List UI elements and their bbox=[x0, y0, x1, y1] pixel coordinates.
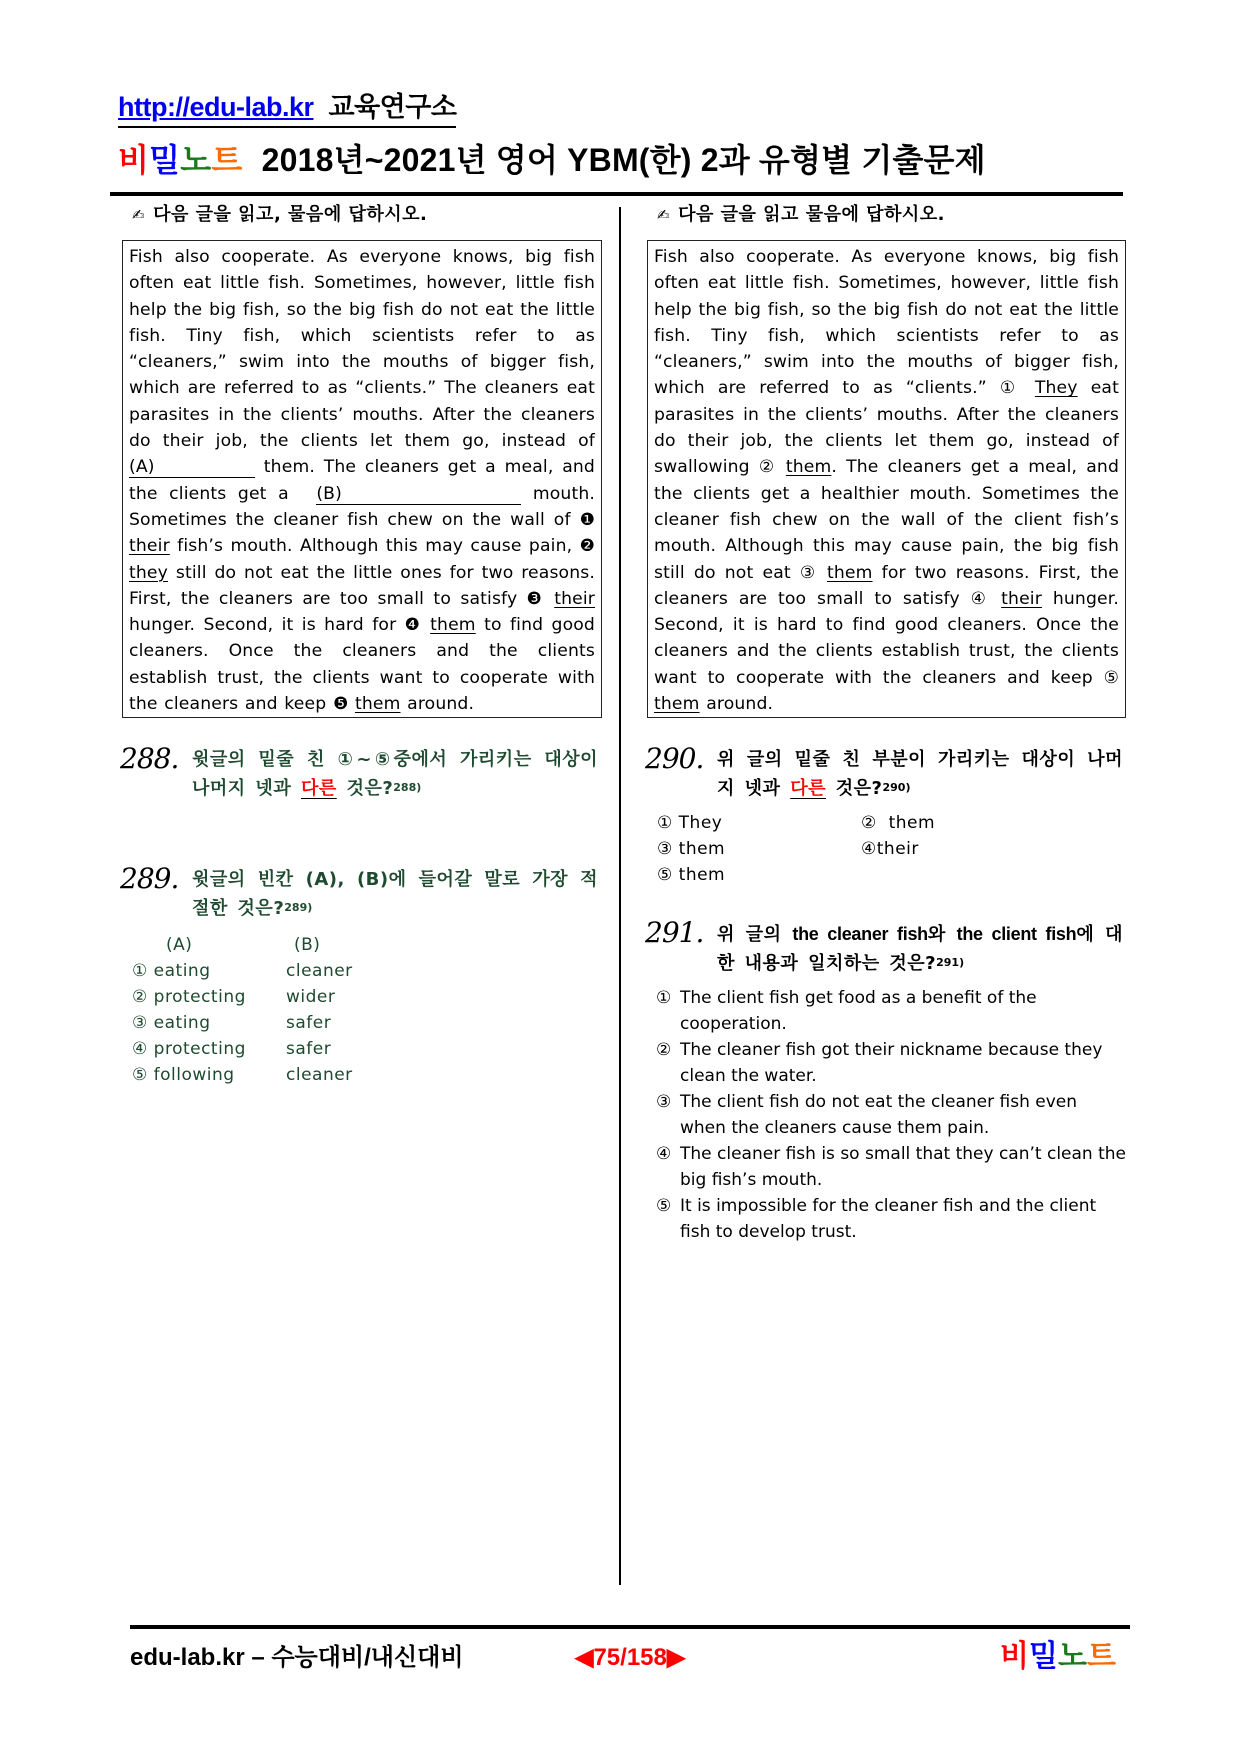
q291-options bbox=[656, 985, 1126, 1245]
blank-b: (B) bbox=[316, 484, 521, 505]
option-5[interactable] bbox=[656, 1193, 1126, 1245]
passage-text: Fish also cooperate. As everyone knows, big fish often eat little fish. Sometimes, however, little fish help the big fish, so the big fish do not eat the little fish. Tiny fish, which scientists refer to as “cleaners,” swim into the mouths of bigger fish, which are referred to as “clients.” bbox=[654, 247, 1119, 399]
option-mark: ④ bbox=[861, 839, 877, 859]
brand-char: 노 bbox=[180, 142, 212, 178]
col-b-header: (B) bbox=[294, 935, 321, 955]
passage-text: around. bbox=[706, 694, 774, 715]
brand-char: 비 bbox=[118, 142, 150, 178]
blank-a: (A) bbox=[129, 457, 255, 478]
option-text: They bbox=[678, 813, 723, 833]
passage-text: around. bbox=[407, 694, 475, 715]
option-mark: ④ bbox=[656, 1144, 672, 1164]
instruction-text: 다음 글을 읽고, 물음에 답하시오. bbox=[153, 204, 428, 225]
marker-1: ❶ bbox=[579, 509, 595, 530]
passage-text: fish’s mouth. Although this may cause pain, bbox=[177, 536, 573, 557]
footnote-ref: 289) bbox=[284, 901, 313, 914]
marker-1: ① bbox=[999, 378, 1022, 399]
option-a: following bbox=[153, 1065, 235, 1085]
marker-4: ④ bbox=[970, 588, 991, 609]
header-rule bbox=[110, 192, 1123, 196]
passage-text: to find good cleaners. Once the cleaners and the clients establish trust, the clients want to cooperate with the cleaners and keep bbox=[129, 615, 595, 715]
question-text-english: the client fish bbox=[956, 924, 1077, 944]
marker-2: ② bbox=[758, 457, 777, 478]
option-a: eating bbox=[153, 1013, 211, 1033]
option-a: eating bbox=[153, 961, 211, 981]
option-4[interactable] bbox=[861, 836, 919, 862]
option-5[interactable] bbox=[132, 1062, 432, 1088]
brand-char: 밀 bbox=[149, 142, 181, 178]
instruction-text: 다음 글을 읽고 물음에 답하시오. bbox=[678, 204, 946, 225]
highlight-different: 다른 bbox=[301, 778, 337, 799]
underlined-word-1: They bbox=[1034, 378, 1078, 399]
option-text: The cleaner fish got their nickname because they clean the water. bbox=[680, 1040, 1103, 1086]
option-3[interactable] bbox=[132, 1010, 432, 1036]
option-mark: ⑤ bbox=[132, 1065, 148, 1085]
column-divider bbox=[619, 207, 621, 1585]
marker-5: ⑤ bbox=[1103, 667, 1119, 688]
page-title bbox=[118, 140, 986, 180]
question-291 bbox=[645, 916, 1123, 980]
option-mark: ② bbox=[656, 1040, 672, 1060]
option-mark: ⑤ bbox=[657, 865, 673, 885]
option-text: It is impossible for the cleaner fish and the client fish to develop trust. bbox=[680, 1196, 1097, 1242]
brand-char: 비 bbox=[1000, 1640, 1029, 1673]
passage-text: for two reasons. First, the cleaners are too small to satisfy bbox=[654, 562, 1119, 609]
question-289 bbox=[120, 862, 598, 926]
option-3[interactable] bbox=[656, 1089, 1126, 1141]
question-text: 것은? bbox=[346, 778, 394, 799]
brand-char: 트 bbox=[211, 142, 243, 178]
question-text: 에 대한 내용과 일치하는 것은? bbox=[717, 924, 1123, 974]
underlined-word-4: them bbox=[430, 615, 476, 636]
site-header-line bbox=[118, 90, 456, 128]
option-mark: ② bbox=[132, 987, 148, 1007]
underlined-word-2: them bbox=[785, 457, 832, 478]
option-2[interactable] bbox=[656, 1037, 1126, 1089]
option-mark: ③ bbox=[657, 839, 673, 859]
option-text: The cleaner fish is so small that they can’t clean the big fish’s mouth. bbox=[680, 1144, 1126, 1190]
option-mark: ③ bbox=[132, 1013, 148, 1033]
underlined-word-5: them bbox=[354, 694, 401, 715]
brand-char: 밀 bbox=[1028, 1640, 1058, 1673]
option-4[interactable] bbox=[656, 1141, 1126, 1193]
question-number: 290. bbox=[645, 742, 704, 775]
passage-text: mouth. Sometimes the cleaner fish chew on the wall of bbox=[129, 483, 595, 530]
brand-logo bbox=[118, 142, 252, 178]
option-mark: ③ bbox=[656, 1092, 672, 1112]
question-number: 291. bbox=[645, 916, 704, 949]
title-text: 2018년~2021년 영어 YBM(한) 2과 유형별 기출문제 bbox=[261, 142, 986, 178]
writing-hand-icon: ✍ bbox=[132, 206, 146, 224]
option-b: safer bbox=[286, 1013, 332, 1033]
highlight-different: 다른 bbox=[790, 778, 826, 799]
option-text: them bbox=[678, 865, 726, 885]
question-text-english: the cleaner fish bbox=[792, 924, 928, 944]
right-passage-box bbox=[647, 240, 1126, 718]
passage-text: Fish also cooperate. As everyone knows, big fish often eat little fish. Sometimes, however, little fish help the big fish, so the big fish do not eat the little fish. Tiny fish, which scientists refer to as “cleaners,” swim into the mouths of bigger fish, which are referred to as “clients.” The cleaners eat parasites in the clients’ mouths. After the cleaners do their job, the clients let them go, instead of bbox=[129, 247, 595, 452]
footer-site: edu-lab.kr – 수능대비/내신대비 bbox=[130, 1644, 464, 1671]
option-text: them bbox=[678, 839, 726, 859]
site-link[interactable]: http://edu-lab.kr bbox=[118, 92, 314, 122]
site-label: 교육연구소 bbox=[328, 92, 457, 122]
footnote-ref: 288) bbox=[393, 781, 422, 794]
footer-rule bbox=[130, 1625, 1130, 1629]
writing-hand-icon: ✍ bbox=[657, 206, 671, 224]
option-mark: ① bbox=[657, 813, 673, 833]
option-text: them bbox=[888, 813, 936, 833]
option-b: cleaner bbox=[286, 961, 353, 981]
underlined-word-3: them bbox=[826, 562, 873, 583]
question-text: 와 bbox=[927, 924, 946, 945]
col-a-header: (A) bbox=[166, 935, 193, 955]
option-a: protecting bbox=[153, 1039, 246, 1059]
left-instruction bbox=[132, 203, 427, 227]
question-number: 289. bbox=[120, 862, 179, 895]
underlined-word-3: their bbox=[554, 588, 595, 609]
marker-5: ❺ bbox=[332, 694, 349, 715]
option-mark: ④ bbox=[132, 1039, 148, 1059]
question-text: 것은? bbox=[835, 778, 883, 799]
question-number: 288. bbox=[120, 742, 179, 775]
q290-options bbox=[657, 810, 1077, 890]
option-mark: ② bbox=[861, 813, 877, 833]
question-text: 위 글의 bbox=[717, 924, 782, 945]
footer-brand-logo bbox=[1000, 1638, 1116, 1676]
option-mark: ① bbox=[656, 988, 672, 1008]
underlined-word-2: they bbox=[129, 562, 168, 583]
option-1[interactable] bbox=[132, 958, 432, 984]
underlined-word-5: them bbox=[654, 694, 700, 715]
left-passage-box bbox=[122, 240, 602, 718]
passage-text: hunger. Second, it is hard for bbox=[129, 615, 397, 636]
underlined-word-4: their bbox=[1001, 588, 1042, 609]
option-2[interactable] bbox=[132, 984, 432, 1010]
question-text: 윗글의 빈칸 (A), (B)에 들어갈 말로 가장 적절한 것은? bbox=[192, 869, 598, 919]
passage-text: them. The cleaners get a meal, and the clients get a bbox=[129, 457, 595, 504]
option-text: their bbox=[876, 839, 919, 859]
option-2[interactable] bbox=[861, 810, 935, 836]
marker-3: ❸ bbox=[526, 588, 545, 609]
passage-text: eat parasites in the clients’ mouths. After the cleaners do their job, the clients let them go, instead of swallowing bbox=[654, 378, 1119, 478]
option-text: The client fish do not eat the cleaner fish even when the cleaners cause them pain. bbox=[680, 1092, 1078, 1138]
option-1[interactable] bbox=[656, 985, 1126, 1037]
marker-2: ❷ bbox=[579, 536, 595, 557]
option-b: cleaner bbox=[286, 1065, 353, 1085]
marker-4: ❹ bbox=[404, 615, 422, 636]
q289-options bbox=[132, 932, 432, 1088]
question-text: 윗글의 밑줄 친 ①~⑤중에서 가리키는 대상이 나머지 넷과 bbox=[192, 749, 598, 799]
page-indicator: ◀75/158▶ bbox=[575, 1644, 686, 1671]
option-mark: ① bbox=[132, 961, 148, 981]
passage-text: still do not eat the little ones for two reasons. First, the cleaners are too small to satisfy bbox=[129, 562, 595, 609]
right-instruction bbox=[657, 203, 945, 227]
brand-char: 트 bbox=[1086, 1640, 1116, 1673]
option-3[interactable] bbox=[657, 836, 725, 862]
question-text: 위 글의 밑줄 친 부분이 가리키는 대상이 나머지 넷과 bbox=[717, 749, 1123, 799]
brand-char: 노 bbox=[1057, 1640, 1087, 1673]
option-b: wider bbox=[286, 987, 336, 1007]
question-288 bbox=[120, 742, 598, 806]
option-text: The client fish get food as a benefit of the cooperation. bbox=[680, 988, 1037, 1034]
passage-text: . The cleaners get a meal, and the clients get a healthier mouth. Sometimes the cleaner fish chew on the wall of the client fish’s mouth. Although this may cause pain, the big fish still do not eat bbox=[654, 457, 1120, 583]
option-mark: ⑤ bbox=[656, 1196, 672, 1216]
marker-3: ③ bbox=[799, 562, 818, 583]
options-header bbox=[132, 932, 432, 958]
passage-text: hunger. Second, it is hard to find good cleaners. Once the cleaners and the clients establish trust, the clients want to cooperate with the cleaners and keep bbox=[654, 588, 1119, 688]
option-5[interactable] bbox=[657, 862, 725, 888]
option-b: safer bbox=[286, 1039, 332, 1059]
question-290 bbox=[645, 742, 1123, 806]
option-1[interactable] bbox=[657, 810, 722, 836]
option-a: protecting bbox=[153, 987, 246, 1007]
footnote-ref: 291) bbox=[936, 956, 965, 969]
underlined-word-1: their bbox=[129, 536, 170, 557]
option-4[interactable] bbox=[132, 1036, 432, 1062]
footnote-ref: 290) bbox=[882, 781, 911, 794]
